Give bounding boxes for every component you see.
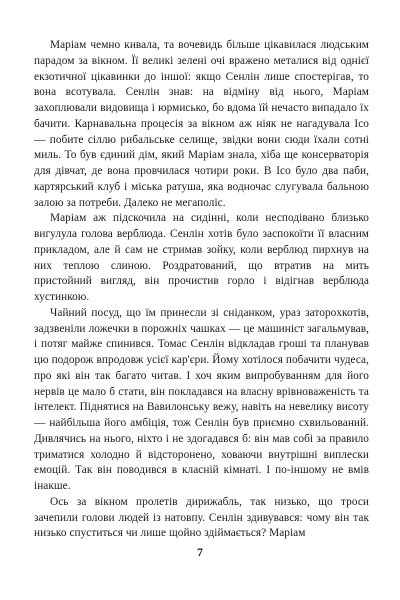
page-number: 7	[197, 545, 203, 559]
paragraph-1: Маріам чемно кивала, та вочевидь більше цікавилася людським парадом за вікном. Її великі зелені очі вражено металися від однієї екзотичної цікавинки до іншої: якщо Сенлін лише спостерігав, то вона всотувала. Сенлін знав: на відміну від нього, Маріам захоплювали видовища і юрмисько, бо вдома їй нечасто випадало їх бачити. Карнавальна процесія за вікном аж ніяк не нагадувала Ісо — побите сіллю рибальське селище, звідки вони сюди їхали сотні миль. То був єдиний дім, який Маріам знала, хіба ще консерваторія для дівчат, де вона провчилася чотири роки. В Ісо було два паби, картярський клуб і міська ратуша, яка водночас слугувала бальною залою за потреби. Далеко не мегаполіс.	[34, 39, 369, 209]
paragraph-4: Ось за вікном пролетів дирижабль, так низько, що троси зачепили голови людей із натовпу. Сенлін здивувався: чому він так низько спуститься чи лише щойно здіймається? Маріам	[34, 495, 369, 540]
paragraph-2: Маріам аж підскочила на сидінні, коли несподівано близько вигулула голова верблюда. Сенлін хотів було заспокоїти її власним прикладом, але й сам не стримав зойку, коли верблюд пирхнув на них теплою слиною. Роздратований, що втратив на мить пристойний вигляд, він прочистив горло і відігнав верблюда хустинкою.	[34, 212, 369, 303]
page-body	[34, 38, 369, 542]
paragraph-3: Чайний посуд, що їм принесли зі сніданком, ураз затороxкотів, задзвеніли ложечки в порожніх чашках — це машиніст загальмував, і потяг майже спинився. Томас Сенлін відкладав гроші та планував цю подорож впродовж усієї кар'єри. Йому хотілося побачити чудеса, про які він так багато читав. І хоч яким випробуванням для його нервів це мало б стати, він покладався на власну врівноваженість та інтелект. Піднятися на Вавилонську вежу, навіть на невелику висоту — найбільша його амбіція, тож Сенлін був приємно схвильований. Дивлячись на нього, ніхто і не здогадався б: він мав собі за правило триматися холодно й відсторонено, ховаючи внутрішні виплески емоцій. Так він поводився в класній кімнаті. І по-іншому не вмів інакше.	[34, 306, 369, 492]
